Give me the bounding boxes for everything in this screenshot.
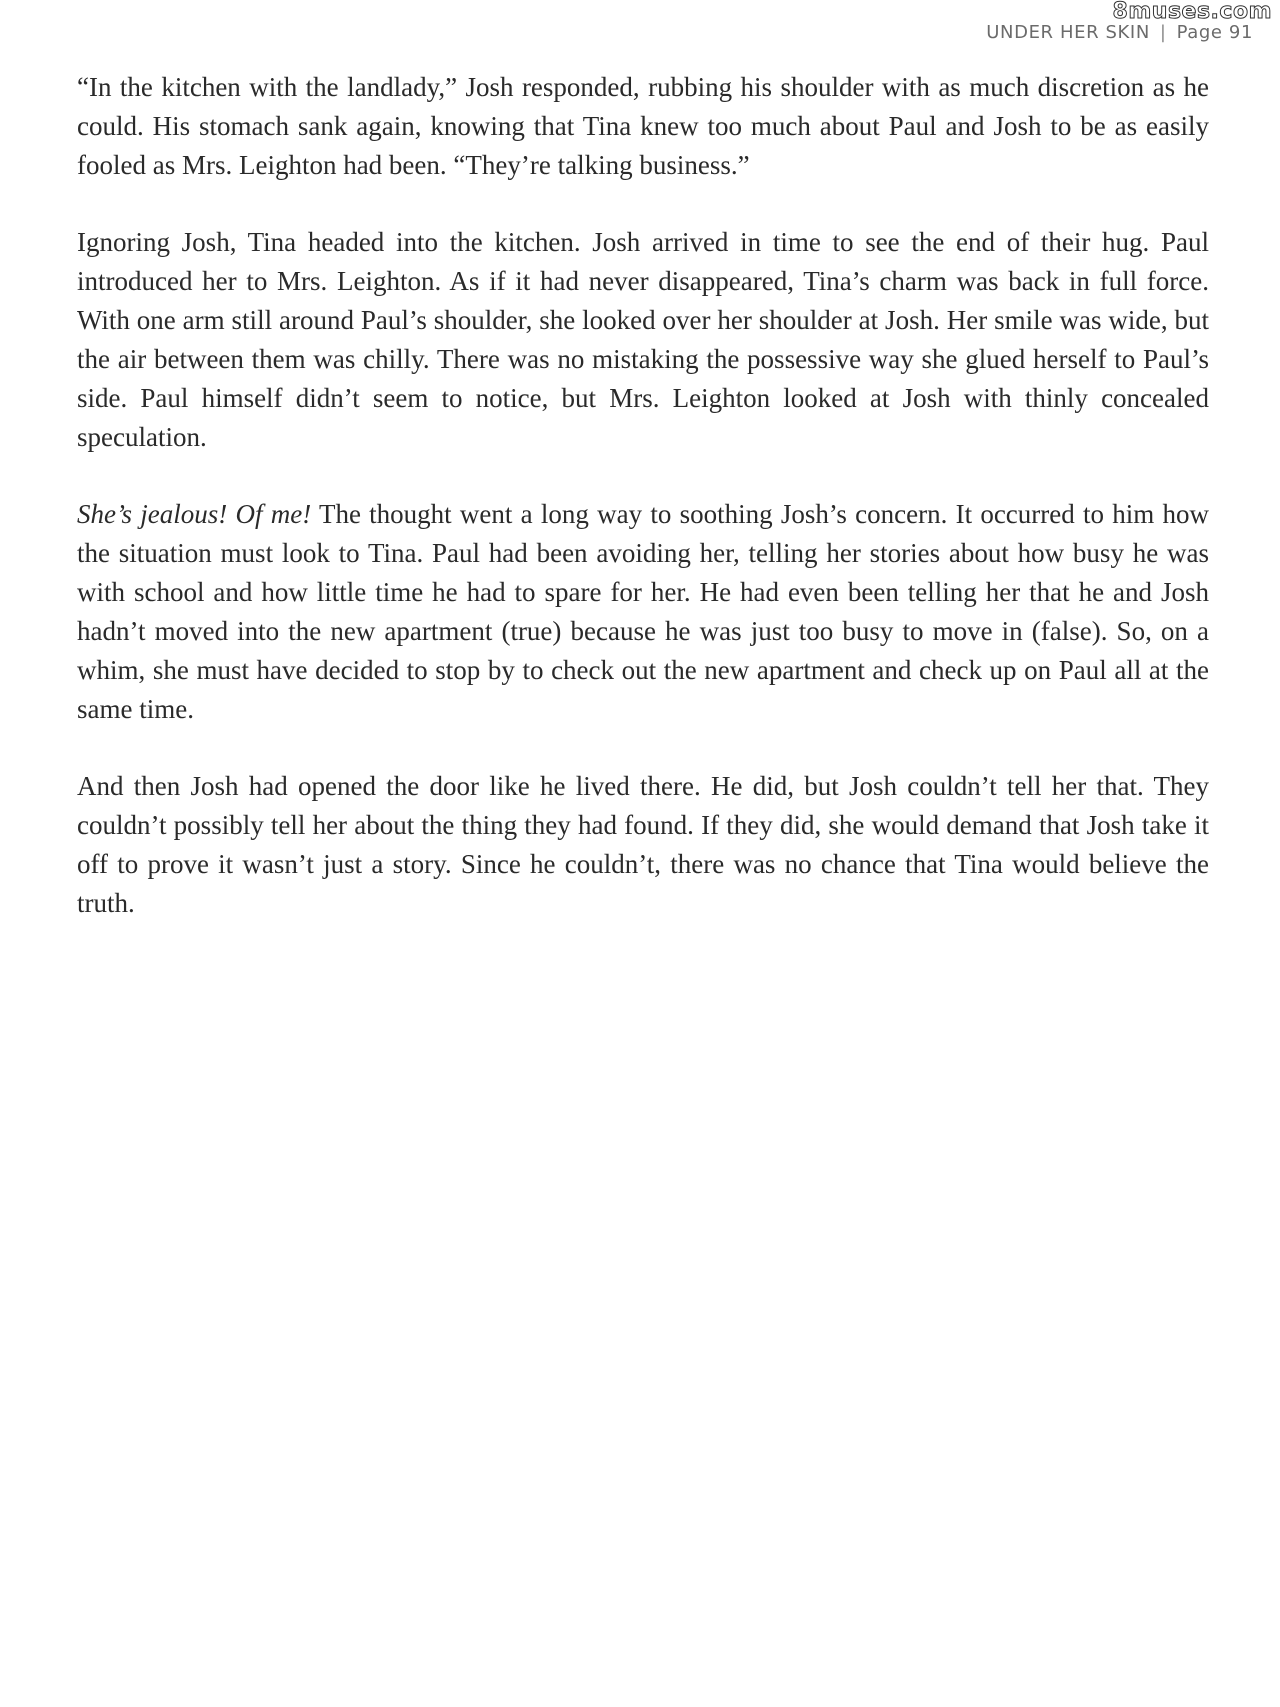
running-header (986, 22, 1253, 43)
paragraph-1 (77, 68, 1209, 185)
paragraph-text: Ignoring Josh, Tina headed into the kitchen. Josh arrived in time to see the end of their hug. Paul introduced her to Mrs. Leighton. As if it had never disappeared, Tina’s charm was back in full force. With one arm still around Paul’s shoulder, she looked over her shoulder at Josh. Her smile was wide, but the air between them was chilly. There was no mistaking the possessive way she glued herself to Paul’s side. Paul himself didn’t seem to notice, but Mrs. Leighton looked at Josh with thinly concealed speculation. (77, 227, 1209, 452)
paragraph-text: And then Josh had opened the door like he lived there. He did, but Josh couldn’t tell her that. They couldn’t possibly tell her about the thing they had found. If they did, she would demand that Josh take it off to prove it wasn’t just a story. Since he couldn’t, there was no chance that Tina would believe the truth. (77, 771, 1209, 918)
paragraph-text: “In the kitchen with the landlady,” Josh responded, rubbing his shoulder with as much discretion as he could. His stomach sank again, knowing that Tina knew too much about Paul and Josh to be as easily fooled as Mrs. Leighton had been. “They’re talking business.” (77, 72, 1209, 180)
paragraph-text: The thought went a long way to soothing Josh’s concern. It occurred to him how the situation must look to Tina. Paul had been avoiding her, telling her stories about how busy he was with school and how little time he had to spare for her. He had even been telling her that he and Josh hadn’t moved into the new apartment (true) because he was just too busy to move in (false). So, on a whim, she must have decided to stop by to check out the new apartment and check up on Paul all at the same time. (77, 499, 1209, 724)
paragraph-4 (77, 767, 1209, 923)
page-number: Page 91 (1176, 22, 1253, 43)
paragraph-2 (77, 223, 1209, 457)
paragraph-italic: She’s jealous! Of me! (77, 499, 312, 529)
book-title: UNDER HER SKIN (986, 22, 1150, 43)
body-text (77, 68, 1209, 961)
header-separator: | (1159, 22, 1167, 43)
site-watermark: 8muses.com (1112, 0, 1272, 24)
paragraph-3 (77, 495, 1209, 729)
